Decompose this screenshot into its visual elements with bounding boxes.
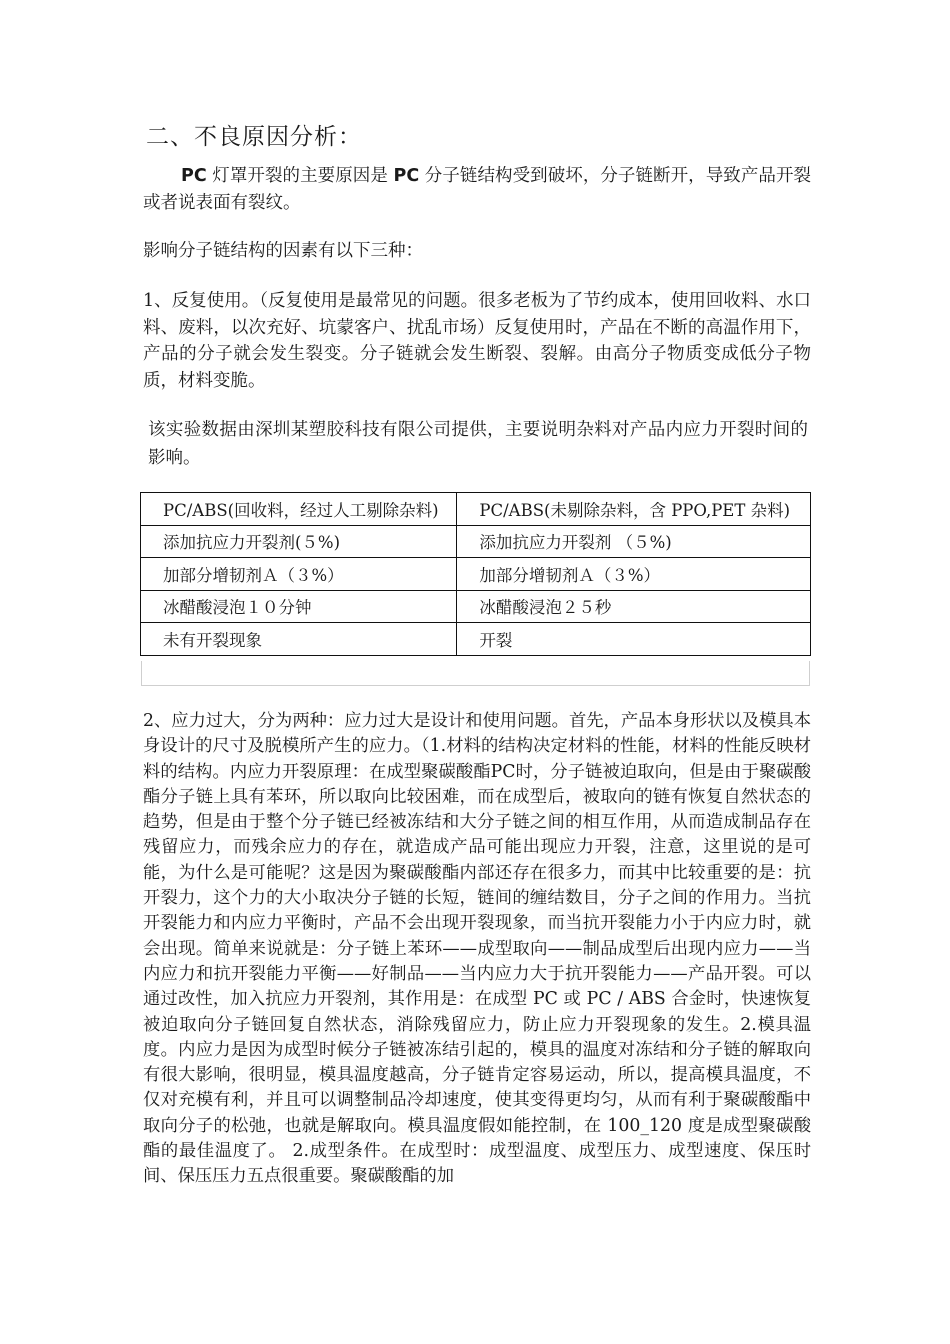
experiment-note: 该实验数据由深圳某塑胶科技有限公司提供，主要说明杂料对产品内应力开裂时间的影响。 bbox=[148, 420, 808, 468]
table-cell: 冰醋酸浸泡２５秒 bbox=[457, 590, 811, 623]
table-row bbox=[141, 623, 811, 656]
section-heading: 二、不良原因分析： bbox=[146, 124, 362, 150]
table-cell: 加部分增韧剂Ａ（３%） bbox=[141, 558, 457, 591]
intro-paragraph bbox=[143, 163, 811, 216]
table-cell: 添加抗应力开裂剂 （５%) bbox=[457, 525, 811, 558]
comparison-table bbox=[140, 492, 811, 656]
table-row bbox=[141, 558, 811, 591]
table-footer-strip bbox=[141, 661, 810, 686]
item-1-paragraph: 1、反复使用。（反复使用是最常见的问题。很多老板为了节约成本，使用回收料、水口料、废料，以次充好、坑蒙客户、扰乱市场）反复使用时，产品在不断的高温作用下，产品的分子就会发生裂变。分子链就会发生断裂、裂解。由高分子物质变成低分子物质，材料变脆。 bbox=[143, 291, 811, 391]
item-2-paragraph: 2、应力过大，分为两种：应力过大是设计和使用问题。首先，产品本身形状以及模具本身设计的尺寸及脱模所产生的应力。（1.材料的结构决定材料的性能，材料的性能反映材料的结构。内应力开裂原理：在成型聚碳酸酯PC时，分子链被迫取向，但是由于聚碳酸酯分子链上具有苯环，所以取向比较困难，而在成型后，被取向的链有恢复自然状态的趋势，但是由于整个分子链已经被冻结和大分子链之间的相互作用，从而造成制品存在残留应力，而残余应力的存在，就造成产品可能出现应力开裂，注意，这里说的是可能，为什么是可能呢？这是因为聚碳酸酯内部还存在很多力，而其中比较重要的是：抗开裂力，这个力的大小取决分子链的长短，链间的缠结数目，分子之间的作用力。当抗开裂能力和内应力平衡时，产品不会出现开裂现象，而当抗开裂能力小于内应力时，就会出现。简单来说就是：分子链上苯环——成型取向——制品成型后出现内应力——当内应力和抗开裂能力平衡——好制品——当内应力大于抗开裂能力——产品开裂。可以通过改性，加入抗应力开裂剂，其作用是：在成型 PC 或 PC / ABS 合金时，快速恢复被迫取向分子链回复自然状态，消除残留应力，防止应力开裂现象的发生。2.模具温度。内应力是因为成型时候分子链被冻结引起的，模具的温度对冻结和分子链的解取向有很大影响，很明显，模具温度越高，分子链肯定容易运动，所以，提高模具温度，不仅对充模有利，并且可以调整制品冷却速度，使其变得更均匀，从而有利于聚碳酸酯中取向分子的松弛，也就是解取向。模具温度假如能控制，在 100_120 度是成型聚碳酸酯的最佳温度了。 2.成型条件。在成型时：成型温度、成型压力、成型速度、保压时间、保压压力五点很重要。聚碳酸酯的加 bbox=[143, 711, 811, 1187]
table-cell: PC/ABS(未剔除杂料，含 PPO,PET 杂料) bbox=[457, 493, 811, 526]
table-row bbox=[141, 525, 811, 558]
table-cell: 加部分增韧剂Ａ（３%） bbox=[457, 558, 811, 591]
table-cell: PC/ABS(回收料，经过人工剔除杂料) bbox=[141, 493, 457, 526]
table-cell: 开裂 bbox=[457, 623, 811, 656]
intro-text: 分子链结构受到破坏，分子链断开，导致产品开裂或者说表面有裂纹。 bbox=[143, 166, 812, 213]
table-cell: 添加抗应力开裂剂(５%) bbox=[141, 525, 457, 558]
factors-paragraph: 影响分子链结构的因素有以下三种： bbox=[143, 241, 423, 261]
table-row bbox=[141, 590, 811, 623]
pc-term: PC bbox=[181, 166, 207, 186]
pc-term: PC bbox=[393, 166, 420, 186]
table-row bbox=[141, 493, 811, 526]
intro-text: 灯罩开裂的主要原因是 bbox=[206, 166, 394, 186]
table-cell: 冰醋酸浸泡１０分钟 bbox=[141, 590, 457, 623]
table-cell: 未有开裂现象 bbox=[141, 623, 457, 656]
